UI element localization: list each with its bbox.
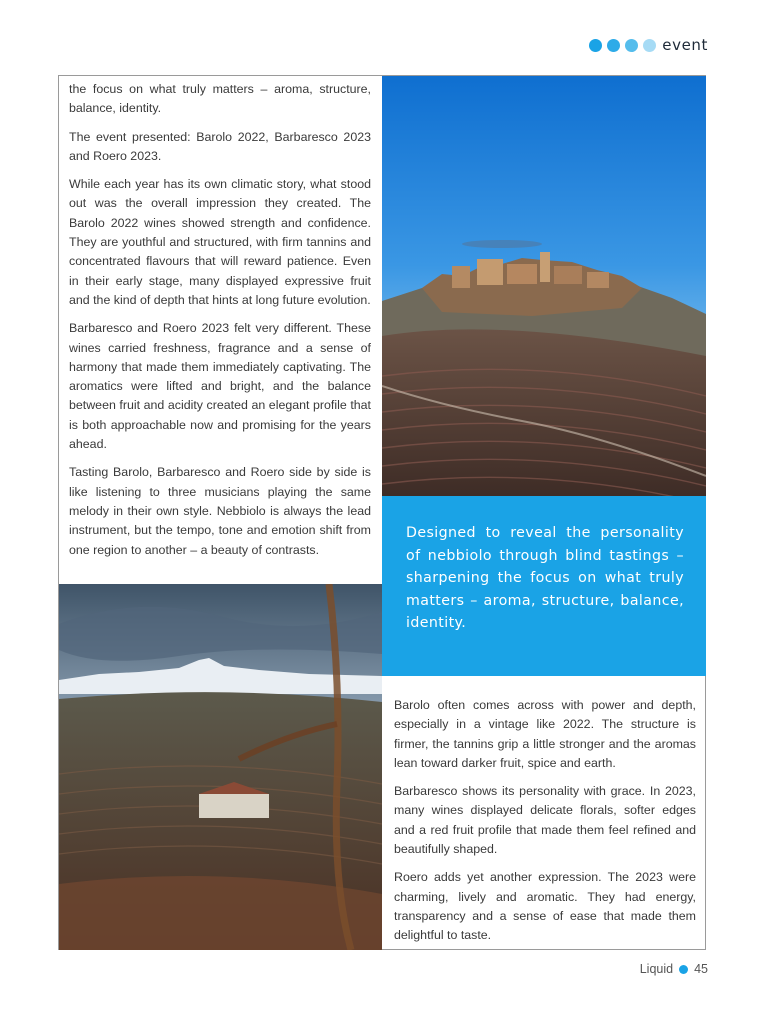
vineyard-alps-photo [59,584,382,950]
header-dot-2 [607,39,620,52]
hilltop-village-photo [382,76,706,496]
magazine-name: Liquid [639,962,674,976]
right-text-column [394,696,696,955]
header-dot-3 [625,39,638,52]
paragraph: the focus on what truly matters – aroma, structure, balance, identity. [69,82,371,116]
paragraph: Roero adds yet another expression. The 2023 were charming, lively and aromatic. They had energy, transparency and a sense of ease that made them delightful to taste. [394,870,696,943]
paragraph: Barolo often comes across with power and depth, especially in a vintage like 2022. The structure is firmer, the tannins grip a little stronger and the aromas lean toward darker fruit, spice and earth. [394,698,696,770]
paragraph: While each year has its own climatic story, what stood out was the overall impression they created. The Barolo 2022 wines showed strength and confidence. They are youthful and structured, with firm tannins and concentrated flavours that will reward patience. Even in their early stage, many displayed expressive fruit and the kind of depth that hints at long future evolution. [69,177,371,307]
paragraph: Tasting Barolo, Barbaresco and Roero side by side is like listening to three musicians playing the same melody in their own style. Nebbiolo is always the lead instrument, but the tempo, tone and emotion shift from one region to another – a beauty of contrasts. [69,465,371,557]
paragraph: Barbaresco and Roero 2023 felt very different. These wines carried freshness, fragrance and a sense of harmony that made them immediately captivating. The aromatics were lifted and bright, and the balance between fruit and acidity created an elegant profile that is both approachable now and promising for the years ahead. [69,321,371,452]
section-label: event [662,36,708,54]
pull-quote-box [382,496,706,676]
section-header [589,36,708,54]
header-dot-4 [643,39,656,52]
left-text-column [69,80,371,569]
page-footer [640,962,708,976]
paragraph: The event presented: Barolo 2022, Barbaresco 2023 and Roero 2023. [69,129,371,163]
paragraph: Barbaresco shows its personality with grace. In 2023, many wines displayed delicate florals, softer edges and a red fruit profile that made them feel refined and beautifully shaped. [394,784,696,857]
pull-quote-text: Designed to reveal the personality of nebbiolo through blind tastings – sharpening the focus on what truly matters – aroma, structure, balance, identity. [406,525,684,631]
header-dot-1 [589,39,602,52]
footer-dot [679,965,688,974]
page-number: 45 [694,962,708,976]
